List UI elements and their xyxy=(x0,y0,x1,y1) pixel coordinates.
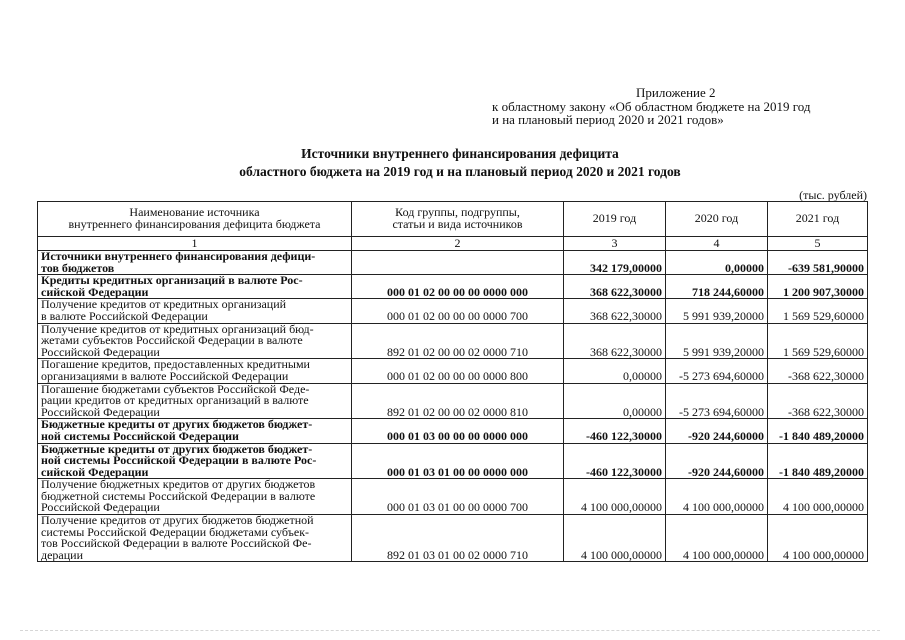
source-name-line: сийской Федерации xyxy=(41,464,149,479)
column-number: 3 xyxy=(564,237,666,251)
source-name-line: Российской Федерации xyxy=(41,404,160,419)
source-name-cell xyxy=(38,323,352,359)
value-2021-cell: -368 622,30000 xyxy=(768,383,868,419)
column-number: 5 xyxy=(768,237,868,251)
value-2021-cell: 4 100 000,00000 xyxy=(768,515,868,562)
appendix-period: и на плановый период 2020 и 2021 годов» xyxy=(492,112,724,127)
scan-artifact-line xyxy=(20,630,880,632)
value-2021-cell: 1 569 529,60000 xyxy=(768,323,868,359)
column-number: 1 xyxy=(38,237,352,251)
value-2019-cell: -460 122,30000 xyxy=(564,419,666,443)
value-2020-cell: 4 100 000,00000 xyxy=(666,479,768,515)
value-2019-cell: 0,00000 xyxy=(564,359,666,383)
source-name-cell xyxy=(38,299,352,323)
units-label: (тыс. рублей) xyxy=(799,188,867,202)
source-name-cell xyxy=(38,419,352,443)
value-2019-cell: 342 179,00000 xyxy=(564,251,666,275)
financing-sources-table xyxy=(37,201,868,562)
value-2020-cell: -5 273 694,60000 xyxy=(666,383,768,419)
appendix-number: Приложение 2 xyxy=(636,85,716,100)
column-numbers-row xyxy=(38,237,868,251)
value-2020-cell: -5 273 694,60000 xyxy=(666,359,768,383)
classification-code-cell: 000 01 02 00 00 00 0000 000 xyxy=(352,275,564,299)
table-row xyxy=(38,383,868,419)
source-name-line: системы Российской Федерации бюджетами субъек- xyxy=(41,524,310,539)
source-name-cell xyxy=(38,359,352,383)
table-row xyxy=(38,251,868,275)
appendix-header xyxy=(492,86,892,127)
classification-code-cell: 000 01 02 00 00 00 0000 700 xyxy=(352,299,564,323)
source-name-line: жетами субъектов Российской Федерации в валюте xyxy=(41,333,303,348)
header-name xyxy=(38,202,352,237)
value-2021-cell: 4 100 000,00000 xyxy=(768,479,868,515)
value-2019-cell: 0,00000 xyxy=(564,383,666,419)
table-row xyxy=(38,299,868,323)
title-line-1: Источники внутреннего финансирования дефицита xyxy=(301,146,619,161)
value-2019-cell: 4 100 000,00000 xyxy=(564,479,666,515)
source-name-line: Получение кредитов от кредитных организаций бюд- xyxy=(41,323,314,336)
source-name-line: Получение бюджетных кредитов от других бюджетов xyxy=(41,478,316,492)
source-name-line: Получение кредитов от других бюджетов бюджетной xyxy=(41,514,314,528)
appendix-law-reference: к областному закону «Об областном бюджете на 2019 год xyxy=(492,98,811,114)
value-2020-cell: 0,00000 xyxy=(666,251,768,275)
source-name-line: дерации xyxy=(41,547,84,562)
classification-code-cell: 000 01 02 00 00 00 0000 800 xyxy=(352,359,564,383)
source-name-line: Источники внутреннего финансирования дефици- xyxy=(41,250,316,263)
classification-code-cell xyxy=(352,251,564,275)
classification-code-cell: 000 01 03 01 00 00 0000 700 xyxy=(352,479,564,515)
value-2019-cell: 368 622,30000 xyxy=(564,299,666,323)
table-row xyxy=(38,443,868,479)
header-code-line: Код группы, подгруппы, xyxy=(395,205,520,220)
value-2019-cell: 368 622,30000 xyxy=(564,275,666,299)
value-2019-cell: 4 100 000,00000 xyxy=(564,515,666,562)
value-2020-cell: 718 244,60000 xyxy=(666,275,768,299)
column-number: 4 xyxy=(666,237,768,251)
value-2020-cell: -920 244,60000 xyxy=(666,419,768,443)
value-2021-cell: -1 840 489,20000 xyxy=(768,419,868,443)
source-name-line: Кредиты кредитных организаций в валюте Рос- xyxy=(41,274,303,288)
source-name-line: ной системы Российской Федерации в валюте Рос- xyxy=(41,453,317,468)
value-2020-cell: 5 991 939,20000 xyxy=(666,299,768,323)
header-name-line: Наименование источника xyxy=(129,205,260,220)
source-name-line: ной системы Российской Федерации xyxy=(41,428,239,443)
table-row xyxy=(38,323,868,359)
source-name-line: тов Российской Федерации в валюте Российской Фе- xyxy=(41,536,312,551)
value-2019-cell: -460 122,30000 xyxy=(564,443,666,479)
source-name-line: Погашение бюджетами субъектов Российской Феде- xyxy=(41,383,310,396)
header-2020: 2020 год xyxy=(666,202,768,237)
source-name-line: Погашение кредитов, предоставленных кредитными xyxy=(41,358,310,372)
title-line-2: областного бюджета на 2019 год и на плановый период 2020 и 2021 годов xyxy=(239,164,681,179)
value-2021-cell: 1 200 907,30000 xyxy=(768,275,868,299)
source-name-cell xyxy=(38,515,352,562)
table-row xyxy=(38,419,868,443)
document-title xyxy=(60,145,860,181)
source-name-cell xyxy=(38,383,352,419)
value-2021-cell: 1 569 529,60000 xyxy=(768,299,868,323)
source-name-cell xyxy=(38,275,352,299)
header-code-line: статьи и вида источников xyxy=(392,217,523,231)
classification-code-cell: 892 01 02 00 00 02 0000 710 xyxy=(352,323,564,359)
value-2021-cell: -1 840 489,20000 xyxy=(768,443,868,479)
source-name-line: рации кредитов от кредитных организаций в валюте xyxy=(41,393,309,408)
value-2020-cell: -920 244,60000 xyxy=(666,443,768,479)
table-row xyxy=(38,359,868,383)
table-row xyxy=(38,479,868,515)
source-name-line: организациями в валюте Российской Федерации xyxy=(41,368,289,383)
source-name-cell xyxy=(38,251,352,275)
source-name-line: Получение кредитов от кредитных организаций xyxy=(41,298,287,312)
source-name-cell xyxy=(38,443,352,479)
source-name-line: сийской Федерации xyxy=(41,284,149,299)
table-row xyxy=(38,275,868,299)
header-2019: 2019 год xyxy=(564,202,666,237)
value-2020-cell: 5 991 939,20000 xyxy=(666,323,768,359)
source-name-line: Бюджетные кредиты от других бюджетов бюджет- xyxy=(41,418,313,432)
source-name-line: бюджетной системы Российской Федерации в валюте xyxy=(41,488,316,503)
source-name-line: Бюджетные кредиты от других бюджетов бюджет- xyxy=(41,443,313,456)
source-name-line: тов бюджетов xyxy=(41,260,115,275)
column-number: 2 xyxy=(352,237,564,251)
table-header-row xyxy=(38,202,868,237)
source-name-line: в валюте Российской Федерации xyxy=(41,308,208,323)
classification-code-cell: 892 01 02 00 00 02 0000 810 xyxy=(352,383,564,419)
value-2019-cell: 368 622,30000 xyxy=(564,323,666,359)
header-name-line: внутреннего финансирования дефицита бюджета xyxy=(68,217,321,231)
table-row xyxy=(38,515,868,562)
header-2021: 2021 год xyxy=(768,202,868,237)
value-2021-cell: -639 581,90000 xyxy=(768,251,868,275)
classification-code-cell: 000 01 03 01 00 00 0000 000 xyxy=(352,443,564,479)
source-name-cell xyxy=(38,479,352,515)
value-2021-cell: -368 622,30000 xyxy=(768,359,868,383)
classification-code-cell: 000 01 03 00 00 00 0000 000 xyxy=(352,419,564,443)
value-2020-cell: 4 100 000,00000 xyxy=(666,515,768,562)
classification-code-cell: 892 01 03 01 00 02 0000 710 xyxy=(352,515,564,562)
header-code xyxy=(352,202,564,237)
source-name-line: Российской Федерации xyxy=(41,344,160,359)
source-name-line: Российской Федерации xyxy=(41,500,160,515)
